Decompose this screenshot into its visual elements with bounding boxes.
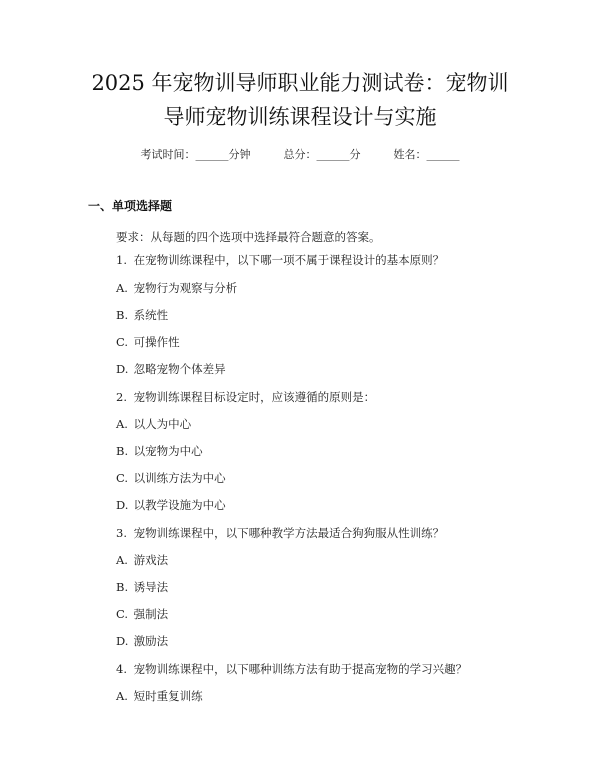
- option-text: 可操作性: [133, 335, 180, 349]
- option-letter: A.: [116, 417, 128, 431]
- question-3: [116, 525, 444, 541]
- option-3b: [116, 579, 168, 595]
- option-2d: [116, 497, 226, 513]
- option-letter: B.: [116, 308, 129, 322]
- option-3d: [116, 633, 168, 649]
- option-letter: D.: [116, 362, 129, 376]
- option-text: 忽略宠物个体差异: [133, 362, 226, 376]
- option-letter: D.: [116, 634, 129, 648]
- option-letter: C.: [116, 471, 129, 485]
- option-text: 强制法: [133, 607, 169, 621]
- question-number: 4.: [116, 662, 127, 676]
- option-letter: B.: [116, 444, 129, 458]
- option-1c: [116, 334, 180, 350]
- option-3a: [116, 552, 168, 568]
- option-text: 短时重复训练: [133, 689, 203, 703]
- option-2c: [116, 470, 226, 486]
- option-1d: [116, 361, 226, 377]
- option-1b: [116, 307, 168, 323]
- question-2: [116, 389, 375, 405]
- option-letter: C.: [116, 335, 129, 349]
- question-text: 宠物训练课程中，以下哪种教学方法最适合狗狗服从性训练？: [133, 526, 445, 540]
- question-number: 2.: [116, 390, 127, 404]
- option-text: 以训练方法为中心: [133, 471, 226, 485]
- option-1a: [116, 280, 237, 296]
- option-text: 游戏法: [133, 553, 169, 567]
- option-2b: [116, 443, 203, 459]
- question-number: 1.: [116, 253, 127, 267]
- option-text: 系统性: [133, 308, 169, 322]
- question-number: 3.: [116, 526, 127, 540]
- option-letter: B.: [116, 580, 129, 594]
- exam-time-field: 考试时间：______分钟: [140, 148, 251, 161]
- option-text: 以教学设施为中心: [133, 498, 226, 512]
- question-text: 宠物训练课程中，以下哪种训练方法有助于提高宠物的学习兴趣？: [133, 662, 468, 676]
- exam-title-line-1: 2025 年宠物训导师职业能力测试卷：宠物训: [91, 71, 509, 95]
- option-3c: [116, 606, 168, 622]
- option-text: 以宠物为中心: [133, 444, 203, 458]
- option-2a: [116, 416, 191, 432]
- section-title: 一、单项选择题: [88, 199, 173, 213]
- question-1: [116, 252, 444, 268]
- section-instruction: 要求：从每题的四个选项中选择最符合题意的答案。: [116, 230, 381, 244]
- exam-meta: [0, 147, 600, 163]
- option-text: 诱导法: [133, 580, 169, 594]
- option-text: 激励法: [133, 634, 169, 648]
- option-letter: A.: [116, 281, 128, 295]
- option-text: 以人为中心: [133, 417, 192, 431]
- name-field: 姓名：______: [393, 148, 460, 161]
- option-letter: C.: [116, 607, 129, 621]
- option-4a: [116, 688, 203, 704]
- question-text: 宠物训练课程目标设定时，应该遵循的原则是：: [133, 390, 376, 404]
- total-score-field: 总分：______分: [283, 148, 361, 161]
- question-4: [116, 661, 467, 677]
- question-text: 在宠物训练课程中，以下哪一项不属于课程设计的基本原则？: [133, 253, 445, 267]
- option-letter: A.: [116, 553, 128, 567]
- option-letter: A.: [116, 689, 128, 703]
- option-text: 宠物行为观察与分析: [133, 281, 238, 295]
- option-letter: D.: [116, 498, 129, 512]
- exam-title-line-2: 导师宠物训练课程设计与实施: [163, 105, 437, 129]
